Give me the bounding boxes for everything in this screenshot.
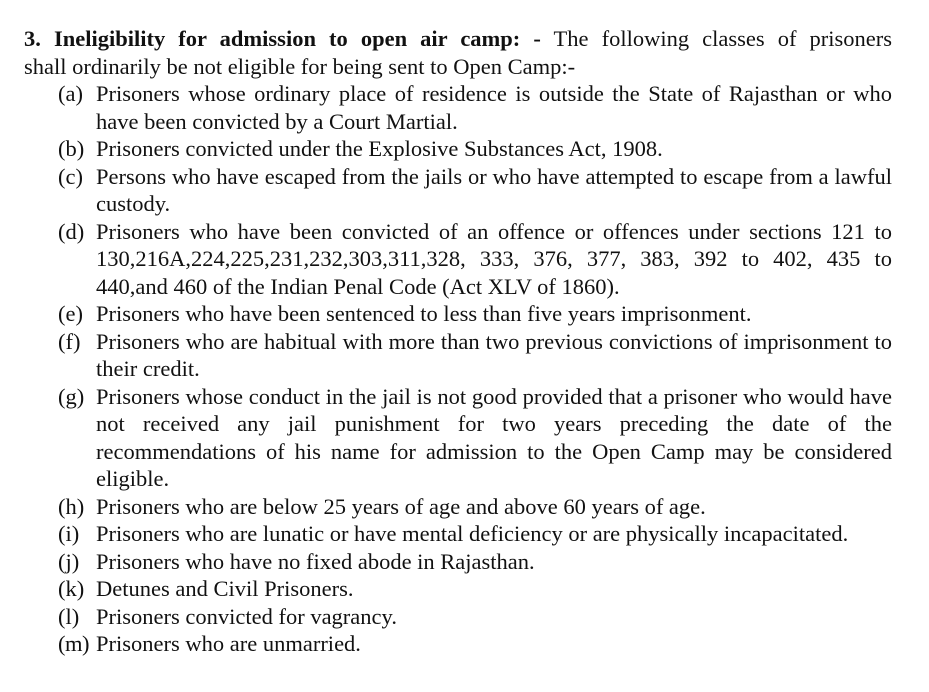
list-item-h	[24, 493, 892, 521]
list-marker: (m)	[58, 631, 89, 656]
list-item-text: Prisoners who have been sentenced to less than five years imprisonment.	[96, 301, 752, 326]
list-marker: (l)	[58, 603, 80, 629]
section-intro	[24, 25, 892, 80]
list-item-i	[24, 520, 892, 548]
section-heading: 3. Ineligibility for admission to open air camp: -	[24, 26, 541, 51]
list-marker: (g)	[58, 383, 85, 409]
list-item-text: Prisoners who are lunatic or have mental deficiency or are physically incapacitated.	[96, 521, 849, 546]
list-item-text: Prisoners who have no fixed abode in Rajasthan.	[96, 548, 535, 574]
list-item-a	[24, 80, 892, 135]
list-marker: (j)	[58, 548, 80, 574]
list-item-text: Prisoners convicted under the Explosive Substances Act, 1908.	[96, 136, 663, 161]
list-item-e	[24, 300, 892, 328]
list-item-d	[24, 218, 892, 301]
list-item-text: Prisoners convicted for vagrancy.	[96, 603, 397, 629]
list-item-b	[24, 135, 892, 163]
list-item-j	[24, 548, 892, 576]
list-marker: (a)	[58, 81, 83, 106]
intro-text-line2: shall ordinarily be not eligible for being sent to Open Camp:-	[24, 53, 576, 79]
list-item-text: Persons who have escaped from the jails or who have attempted to escape from a lawful custody.	[96, 163, 892, 216]
list-marker: (d)	[58, 218, 85, 244]
list-marker: (k)	[58, 576, 85, 601]
list-item-text: Prisoners whose ordinary place of residence is outside the State of Rajasthan or who have been convicted by a Court Martial.	[96, 81, 892, 134]
intro-text-line1: The following classes of prisoners	[553, 26, 893, 51]
list-marker: (i)	[58, 521, 80, 546]
list-item-k	[24, 575, 892, 603]
list-marker: (e)	[58, 301, 83, 326]
list-item-text: Prisoners who are habitual with more than two previous convictions of imprisonment to their credit.	[96, 328, 892, 381]
list-item-text: Detunes and Civil Prisoners.	[96, 576, 354, 601]
list-item-text: Prisoners whose conduct in the jail is not good provided that a prisoner who would have not received any jail punishment for two years preceding the date of the recommendations of his name for admission to the Open Camp may be considered eligible.	[96, 383, 892, 491]
ineligible-classes-list	[24, 80, 892, 658]
list-marker: (f)	[58, 328, 81, 354]
list-item-l	[24, 603, 892, 631]
document-page	[24, 25, 892, 658]
list-item-g	[24, 383, 892, 493]
list-marker: (c)	[58, 163, 83, 189]
list-item-text: Prisoners who are unmarried.	[96, 631, 361, 656]
intro-first-line	[24, 25, 892, 53]
list-item-text: Prisoners who have been convicted of an offence or offences under sections 121 to 130,216A,224,225,231,232,303,311,328, 333, 376, 377, 383, 392 to 402, 435 to 440,and 460 of the Indian Penal Code (Act XLV of 1860).	[96, 218, 892, 299]
list-item-m	[24, 630, 892, 658]
list-item-c	[24, 163, 892, 218]
list-marker: (b)	[58, 136, 85, 161]
list-marker: (h)	[58, 493, 85, 519]
list-item-f	[24, 328, 892, 383]
list-item-text: Prisoners who are below 25 years of age and above 60 years of age.	[96, 493, 706, 519]
